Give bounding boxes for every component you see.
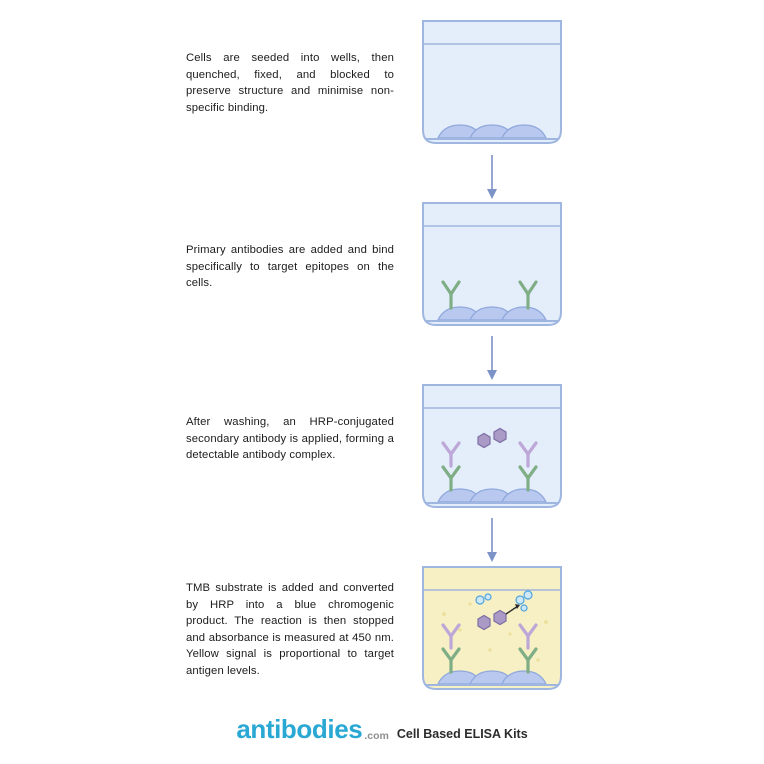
- footer-caption: Cell Based ELISA Kits: [396, 726, 528, 741]
- arrow-step-2-to-3: [485, 336, 499, 382]
- logo-wordmark: antibodies: [236, 714, 363, 744]
- diagram-step-4: [0, 564, 764, 704]
- well-illustration-step-1: [420, 18, 564, 146]
- arrow-step-3-to-4: [485, 518, 499, 564]
- diagram-step-1: [0, 18, 764, 158]
- cell-cluster: [438, 125, 546, 138]
- step-3-description: After washing, an HRP-conjugated secondary antibody is applied, forming a detectable antibody complex.: [186, 416, 394, 462]
- cell-cluster: [438, 489, 546, 502]
- logo-domain-suffix: .com: [364, 729, 389, 742]
- footer-branding: [0, 716, 764, 742]
- well-illustration-step-4: [420, 564, 564, 692]
- step-4-description: TMB substrate is added and converted by HRP into a blue chromogenic product. The reaction is then stopped and absorbance is measured at 450 nm. Yellow signal is proportional to target antigen levels.: [186, 582, 394, 677]
- arrow-step-1-to-2: [485, 155, 499, 201]
- diagram-step-3: [0, 382, 764, 522]
- step-1-description: Cells are seeded into wells, then quenched, fixed, and blocked to preserve structure and minimise non-specific binding.: [186, 52, 394, 114]
- antibodies-logo[interactable]: [236, 716, 389, 742]
- step-2-description: Primary antibodies are added and bind specifically to target epitopes on the cells.: [186, 244, 394, 290]
- cell-cluster: [438, 671, 546, 684]
- well-illustration-step-3: [420, 382, 564, 510]
- cell-cluster: [438, 307, 546, 320]
- well-illustration-step-2: [420, 200, 564, 328]
- diagram-step-2: [0, 200, 764, 340]
